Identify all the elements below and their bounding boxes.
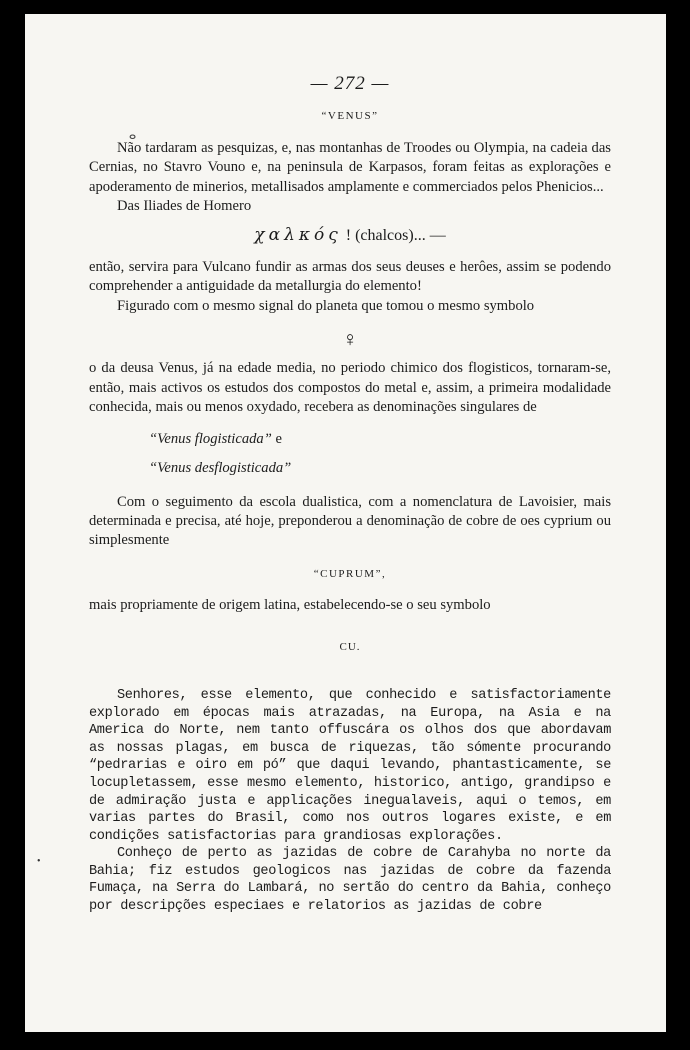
cuprum-heading: “CUPRUM”, xyxy=(313,567,387,580)
paragraph-2: Das Iliades de Homero xyxy=(117,198,252,215)
greek-transliteration: ! (chalcos)... — xyxy=(345,227,446,245)
paragraph-5: o da deusa Venus, já na edade media, no periodo chimico dos flogisticos, tornaram-se, então, mais activos os estudos dos compostos do metal e, assim, a primeira modalidade conhecida, mais ou menos oxydado, recebera as denominações singulares de xyxy=(89,360,611,416)
paragraph-9: Conheço de perto as jazidas de cobre de Carahyba no norte da Bahia; fiz estudos geologicos nas jazidas de cobre da fazenda Fumaça, na Serra do Lambará, no sertão do centro da Bahia, conheço por descripções especiaes e relatorios as jazidas de cobre xyxy=(89,846,611,915)
margin-dot: • xyxy=(37,856,41,867)
quote-1-tail: e xyxy=(275,430,282,447)
greek-line xyxy=(89,226,611,245)
page-content xyxy=(89,74,611,916)
paragraph-3: então, servira para Vulcano fundir as armas dos seus deuses e herôes, assim se podendo comprehender a antiguidade da metallurgia do elemento! xyxy=(89,258,611,295)
venus-symbol: ♀ xyxy=(342,327,358,352)
paragraph-1: Não tardaram as pesquizas, e, nas montanhas de Troodes ou Olympia, na cadeia das Cernias, no Stavro Vouno e, na peninsula de Karpasos, foram feitas as explorações e apoderamento de minerios, metallisados amplamente e commerciados pelos Phenicios... xyxy=(89,139,611,195)
paragraph-7: mais propriamente de origem latina, estabelecendo-se o seu symbolo xyxy=(89,597,491,614)
quote-desflogisticada: “Venus desflogisticada” xyxy=(149,460,292,477)
paragraph-8: Senhores, esse elemento, que conhecido e satisfactoriamente explorado em épocas mais atrazadas, na Europa, na Asia e na America do Norte, nem tanto offuscára os olhos dos que abordavam as nossas plagas, em busca de riquezas, tão sómente procurando “pedrarias e oiro em pó” que daqui levando, phantasticamente, se locupletassem, esse mesmo elemento, historico, antigo, grandipso e de admiração justa e applicações inegualaveis, aqui o temos, em varias partes do Brasil, como nos outros logares existe, e em condições satisfactorias para grandiosas explorações. xyxy=(89,687,611,844)
copper-symbol: CU. xyxy=(339,640,361,653)
page-number: — 272 — xyxy=(310,73,390,94)
speech-section xyxy=(89,687,611,916)
paragraph-4: Figurado com o mesmo signal do planeta que tomou o mesmo symbolo xyxy=(117,297,535,314)
book-page xyxy=(25,14,666,1032)
paragraph-6: Com o seguimento da escola dualistica, com a nomenclatura de Lavoisier, mais determinada e precisa, até hoje, preponderou a denominação de cobre de oes cyprium ou simplesmente xyxy=(89,493,611,549)
quote-1-text: “Venus flogisticada” xyxy=(149,430,272,447)
section-title: “VENUS” xyxy=(321,110,379,123)
ink-mark: ⴰ xyxy=(129,129,137,142)
quote-flogisticada xyxy=(149,430,611,449)
greek-word: χαλκός xyxy=(254,225,342,246)
